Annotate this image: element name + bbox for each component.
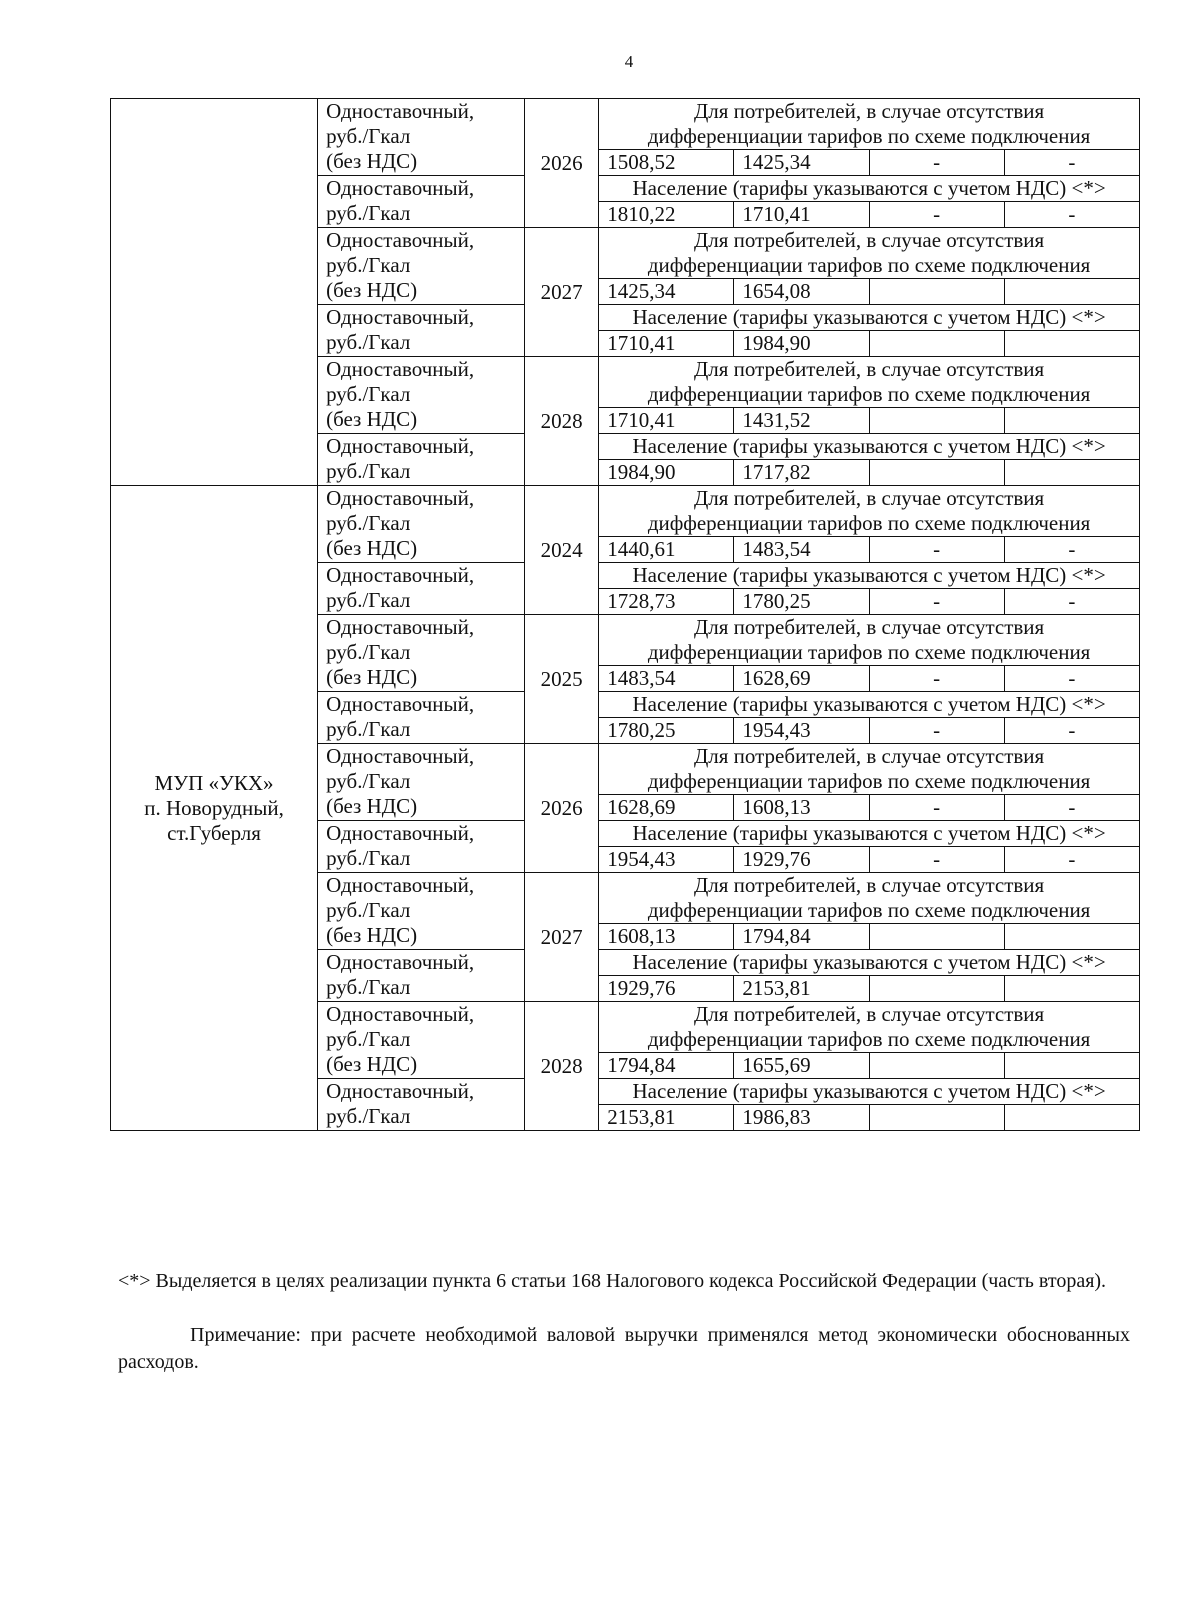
consumer-group-cell: Население (тарифы указываются с учетом НДС) <*> [599, 821, 1140, 847]
tariff-value-cell [1004, 279, 1139, 305]
tariff-value-cell: 1608,13 [599, 924, 734, 950]
tariff-value-cell [1004, 1105, 1139, 1131]
tariff-value-cell: 1984,90 [599, 460, 734, 486]
tariff-value-cell: 1710,41 [734, 202, 869, 228]
tariff-value-cell: 1483,54 [599, 666, 734, 692]
tariff-value-cell: - [869, 666, 1004, 692]
year-cell: 2025 [525, 615, 599, 744]
tariff-unit-cell: Одноставочный, руб./Гкал (без НДС) [318, 873, 525, 950]
tariff-value-cell: 1440,61 [599, 537, 734, 563]
footnote: <*> Выделяется в целях реализации пункта 6 статьи 168 Налогового кодекса Российской Федерации (часть вторая). [118, 1270, 1107, 1292]
consumer-group-cell: Для потребителей, в случае отсутствия дифференциации тарифов по схеме подключения [599, 99, 1140, 150]
tariff-value-cell [1004, 924, 1139, 950]
tariff-value-cell: 1728,73 [599, 589, 734, 615]
tariff-value-cell [869, 279, 1004, 305]
tariff-value-cell: 1780,25 [734, 589, 869, 615]
tariff-unit-cell: Одноставочный, руб./Гкал (без НДС) [318, 228, 525, 305]
tariff-value-cell: 2153,81 [734, 976, 869, 1002]
tariff-value-cell: 1954,43 [734, 718, 869, 744]
consumer-group-cell: Для потребителей, в случае отсутствия дифференциации тарифов по схеме подключения [599, 228, 1140, 279]
tariff-unit-cell: Одноставочный, руб./Гкал [318, 176, 525, 228]
tariff-unit-cell: Одноставочный, руб./Гкал [318, 821, 525, 873]
tariff-header-row [111, 486, 1140, 537]
tariff-value-cell [869, 976, 1004, 1002]
tariff-value-cell [1004, 331, 1139, 357]
tariff-value-cell: 1483,54 [734, 537, 869, 563]
tariff-value-cell: 1628,69 [734, 666, 869, 692]
tariff-value-cell: 1710,41 [599, 331, 734, 357]
tariff-value-cell: 1710,41 [599, 408, 734, 434]
tariff-value-cell: 1794,84 [734, 924, 869, 950]
tariff-value-cell: 1929,76 [599, 976, 734, 1002]
tariff-value-cell: - [869, 537, 1004, 563]
consumer-group-cell: Для потребителей, в случае отсутствия дифференциации тарифов по схеме подключения [599, 873, 1140, 924]
tariff-value-cell: 2153,81 [599, 1105, 734, 1131]
tariff-table [110, 98, 1140, 1131]
tariff-value-cell: - [869, 847, 1004, 873]
consumer-group-cell: Для потребителей, в случае отсутствия дифференциации тарифов по схеме подключения [599, 486, 1140, 537]
tariff-value-cell: 1954,43 [599, 847, 734, 873]
tariff-value-cell: - [869, 795, 1004, 821]
consumer-group-cell: Для потребителей, в случае отсутствия дифференциации тарифов по схеме подключения [599, 744, 1140, 795]
tariff-value-cell: 1984,90 [734, 331, 869, 357]
tariff-value-cell [869, 1105, 1004, 1131]
year-cell: 2026 [525, 99, 599, 228]
tariff-value-cell: - [1004, 847, 1139, 873]
tariff-value-cell: - [1004, 537, 1139, 563]
consumer-group-cell: Население (тарифы указываются с учетом НДС) <*> [599, 434, 1140, 460]
year-cell: 2027 [525, 873, 599, 1002]
tariff-unit-cell: Одноставочный, руб./Гкал [318, 305, 525, 357]
tariff-value-cell [1004, 408, 1139, 434]
tariff-value-cell: - [1004, 718, 1139, 744]
consumer-group-cell: Население (тарифы указываются с учетом НДС) <*> [599, 950, 1140, 976]
tariff-value-cell [869, 924, 1004, 950]
tariff-value-cell: - [869, 202, 1004, 228]
tariff-value-cell [869, 331, 1004, 357]
tariff-value-cell: 1986,83 [734, 1105, 869, 1131]
tariff-value-cell: 1608,13 [734, 795, 869, 821]
tariff-unit-cell: Одноставочный, руб./Гкал [318, 950, 525, 1002]
tariff-value-cell: 1929,76 [734, 847, 869, 873]
tariff-value-cell: - [1004, 666, 1139, 692]
year-cell: 2028 [525, 357, 599, 486]
tariff-value-cell [1004, 976, 1139, 1002]
tariff-value-cell: - [1004, 589, 1139, 615]
tariff-unit-cell: Одноставочный, руб./Гкал (без НДС) [318, 357, 525, 434]
note: Примечание: при расчете необходимой валовой выручки применялся метод экономически обоснованных расходов. [118, 1324, 1130, 1373]
consumer-group-cell: Население (тарифы указываются с учетом НДС) <*> [599, 305, 1140, 331]
tariff-value-cell [869, 460, 1004, 486]
tariff-value-cell: 1628,69 [599, 795, 734, 821]
tariff-value-cell: 1425,34 [734, 150, 869, 176]
tariff-value-cell: 1780,25 [599, 718, 734, 744]
tariff-value-cell: 1794,84 [599, 1053, 734, 1079]
tariff-value-cell: - [1004, 795, 1139, 821]
tariff-value-cell: - [869, 589, 1004, 615]
tariff-unit-cell: Одноставочный, руб./Гкал [318, 563, 525, 615]
consumer-group-cell: Население (тарифы указываются с учетом НДС) <*> [599, 563, 1140, 589]
tariff-value-cell: 1655,69 [734, 1053, 869, 1079]
tariff-unit-cell: Одноставочный, руб./Гкал (без НДС) [318, 99, 525, 176]
tariff-value-cell: 1431,52 [734, 408, 869, 434]
year-cell: 2024 [525, 486, 599, 615]
tariff-unit-cell: Одноставочный, руб./Гкал (без НДС) [318, 486, 525, 563]
consumer-group-cell: Для потребителей, в случае отсутствия дифференциации тарифов по схеме подключения [599, 1002, 1140, 1053]
page-number: 4 [624, 52, 634, 71]
tariff-value-cell [869, 408, 1004, 434]
tariff-value-cell: - [1004, 150, 1139, 176]
tariff-value-cell: 1425,34 [599, 279, 734, 305]
consumer-group-cell: Население (тарифы указываются с учетом НДС) <*> [599, 1079, 1140, 1105]
tariff-header-row [111, 99, 1140, 150]
consumer-group-cell: Для потребителей, в случае отсутствия дифференциации тарифов по схеме подключения [599, 357, 1140, 408]
year-cell: 2027 [525, 228, 599, 357]
tariff-value-cell: - [869, 150, 1004, 176]
organization-cell [111, 99, 318, 486]
tariff-value-cell: - [1004, 202, 1139, 228]
tariff-value-cell: 1717,82 [734, 460, 869, 486]
tariff-unit-cell: Одноставочный, руб./Гкал (без НДС) [318, 1002, 525, 1079]
tariff-value-cell [1004, 1053, 1139, 1079]
consumer-group-cell: Население (тарифы указываются с учетом НДС) <*> [599, 176, 1140, 202]
consumer-group-cell: Для потребителей, в случае отсутствия дифференциации тарифов по схеме подключения [599, 615, 1140, 666]
tariff-unit-cell: Одноставочный, руб./Гкал [318, 434, 525, 486]
tariff-value-cell: 1654,08 [734, 279, 869, 305]
year-cell: 2028 [525, 1002, 599, 1131]
tariff-unit-cell: Одноставочный, руб./Гкал (без НДС) [318, 615, 525, 692]
tariff-unit-cell: Одноставочный, руб./Гкал [318, 1079, 525, 1131]
tariff-value-cell: 1508,52 [599, 150, 734, 176]
tariff-unit-cell: Одноставочный, руб./Гкал [318, 692, 525, 744]
tariff-value-cell [1004, 460, 1139, 486]
organization-cell: МУП «УКХ» п. Новорудный, ст.Губерля [111, 486, 318, 1131]
tariff-value-cell: - [869, 718, 1004, 744]
year-cell: 2026 [525, 744, 599, 873]
tariff-value-cell: 1810,22 [599, 202, 734, 228]
consumer-group-cell: Население (тарифы указываются с учетом НДС) <*> [599, 692, 1140, 718]
tariff-unit-cell: Одноставочный, руб./Гкал (без НДС) [318, 744, 525, 821]
tariff-value-cell [869, 1053, 1004, 1079]
